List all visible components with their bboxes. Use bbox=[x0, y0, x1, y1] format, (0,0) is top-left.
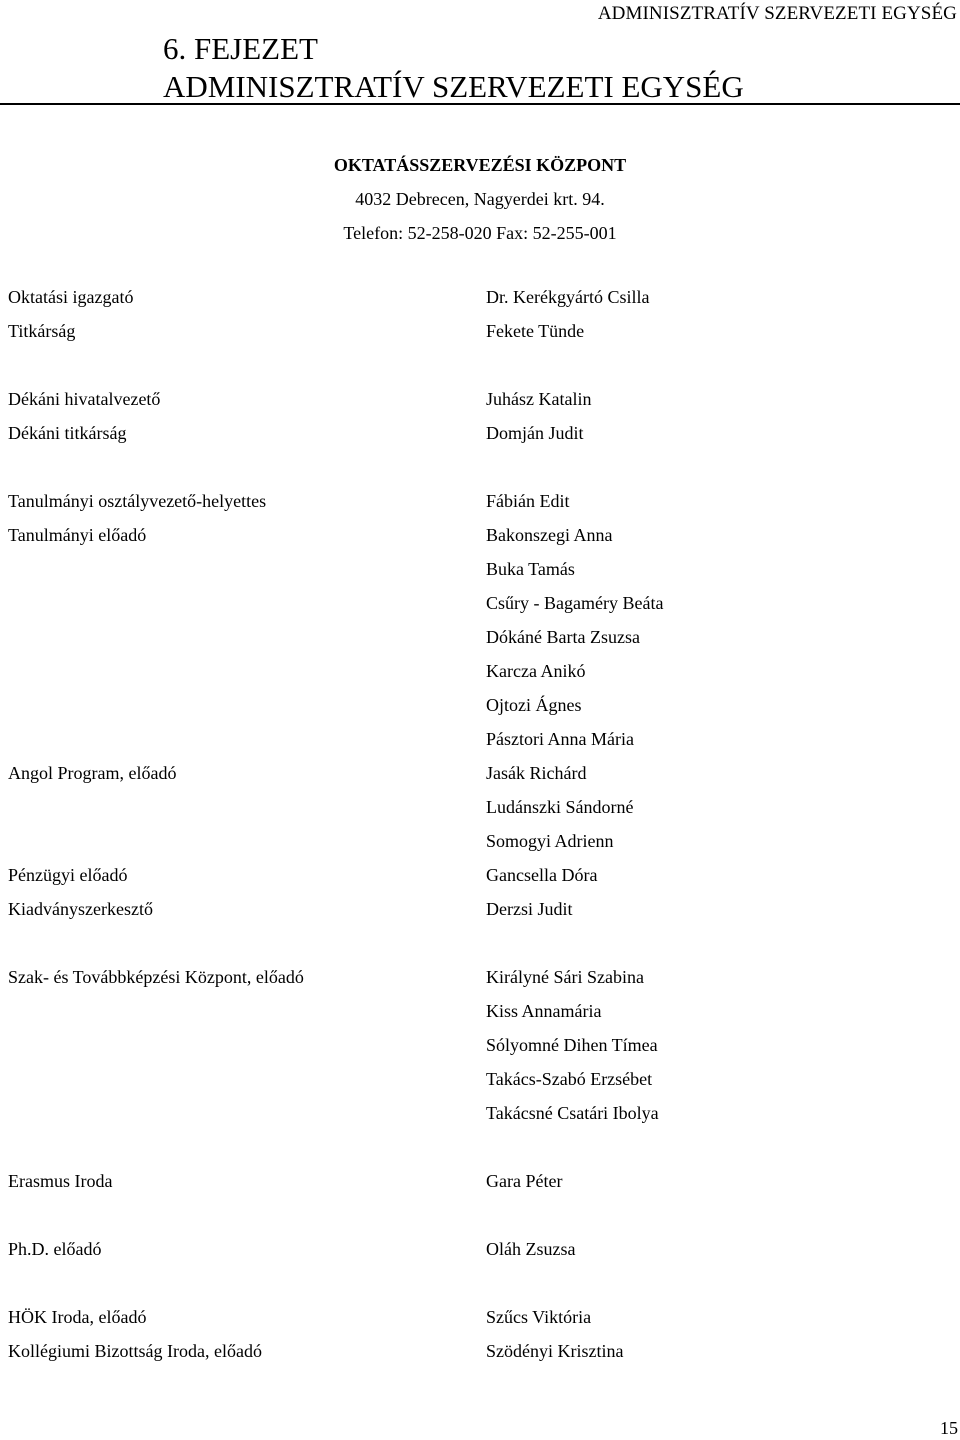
staff-name: Pásztori Anna Mária bbox=[486, 729, 634, 749]
staff-row bbox=[0, 824, 960, 858]
staff-row bbox=[0, 1300, 960, 1334]
staff-row bbox=[0, 1334, 960, 1368]
staff-name: Takács-Szabó Erzsébet bbox=[486, 1069, 653, 1089]
position-label: Kiadványszerkesztő bbox=[8, 899, 153, 919]
staff-row bbox=[0, 314, 960, 348]
staff-row bbox=[0, 1232, 960, 1266]
staff-name: Fábián Edit bbox=[486, 491, 570, 511]
page-number: 15 bbox=[940, 1418, 958, 1438]
section-gap bbox=[0, 1266, 960, 1300]
position-label: Pénzügyi előadó bbox=[8, 865, 128, 885]
staff-row bbox=[0, 484, 960, 518]
staff-name: Kiss Annamária bbox=[486, 1001, 602, 1021]
staff-row bbox=[0, 892, 960, 926]
staff-name: Domján Judit bbox=[486, 423, 584, 443]
section-gap bbox=[0, 450, 960, 484]
staff-name: Gara Péter bbox=[486, 1171, 563, 1191]
office-address: 4032 Debrecen, Nagyerdei krt. 94. bbox=[355, 189, 605, 209]
position-label: Erasmus Iroda bbox=[8, 1171, 113, 1191]
staff-row bbox=[0, 1028, 960, 1062]
staff-row bbox=[0, 858, 960, 892]
position-label: Ph.D. előadó bbox=[8, 1239, 102, 1259]
office-phone-fax: Telefon: 52-258-020 Fax: 52-255-001 bbox=[343, 223, 617, 243]
staff-name: Buka Tamás bbox=[486, 559, 575, 579]
position-label: Dékáni titkárság bbox=[8, 423, 127, 443]
staff-name: Somogyi Adrienn bbox=[486, 831, 614, 851]
staff-name: Dr. Kerékgyártó Csilla bbox=[486, 287, 650, 307]
staff-row bbox=[0, 1062, 960, 1096]
staff-name: Ojtozi Ágnes bbox=[486, 695, 582, 715]
staff-name: Bakonszegi Anna bbox=[486, 525, 613, 545]
staff-name: Juhász Katalin bbox=[486, 389, 592, 409]
chapter-heading bbox=[163, 30, 744, 106]
header-rule bbox=[0, 103, 960, 105]
staff-row bbox=[0, 1096, 960, 1130]
position-label: Tanulmányi osztályvezető-helyettes bbox=[8, 491, 267, 511]
staff-row bbox=[0, 790, 960, 824]
section-gap bbox=[0, 1130, 960, 1164]
staff-name: Karcza Anikó bbox=[486, 661, 586, 681]
staff-row bbox=[0, 960, 960, 994]
section-gap bbox=[0, 1198, 960, 1232]
chapter-title: ADMINISZTRATÍV SZERVEZETI EGYSÉG bbox=[163, 69, 744, 104]
staff-name: Derzsi Judit bbox=[486, 899, 573, 919]
staff-row bbox=[0, 1164, 960, 1198]
staff-row bbox=[0, 586, 960, 620]
staff-name: Takácsné Csatári Ibolya bbox=[486, 1103, 659, 1123]
position-label: HÖK Iroda, előadó bbox=[8, 1307, 147, 1327]
position-label: Angol Program, előadó bbox=[8, 763, 177, 783]
staff-row bbox=[0, 280, 960, 314]
position-label: Dékáni hivatalvezető bbox=[8, 389, 161, 409]
staff-row bbox=[0, 620, 960, 654]
running-header: ADMINISZTRATÍV SZERVEZETI EGYSÉG bbox=[597, 3, 957, 24]
position-label: Titkárság bbox=[8, 321, 76, 341]
staff-name: Szödényi Krisztina bbox=[486, 1341, 624, 1361]
position-label: Kollégiumi Bizottság Iroda, előadó bbox=[8, 1341, 262, 1361]
staff-row bbox=[0, 688, 960, 722]
staff-name: Oláh Zsuzsa bbox=[486, 1239, 576, 1259]
staff-name: Szűcs Viktória bbox=[486, 1307, 592, 1327]
staff-row bbox=[0, 756, 960, 790]
section-gap bbox=[0, 348, 960, 382]
staff-name: Sólyomné Dihen Tímea bbox=[486, 1035, 658, 1055]
position-label: Szak- és Továbbképzési Központ, előadó bbox=[8, 967, 304, 987]
position-label: Oktatási igazgató bbox=[8, 287, 134, 307]
staff-name: Jasák Richárd bbox=[486, 763, 587, 783]
staff-name: Dókáné Barta Zsuzsa bbox=[486, 627, 640, 647]
staff-row bbox=[0, 722, 960, 756]
staff-list bbox=[0, 280, 960, 1368]
staff-name: Ludánszki Sándorné bbox=[486, 797, 634, 817]
staff-name: Fekete Tünde bbox=[486, 321, 585, 341]
staff-name: Csűry - Bagaméry Beáta bbox=[486, 593, 664, 613]
chapter-number: 6. FEJEZET bbox=[163, 31, 318, 66]
staff-row bbox=[0, 518, 960, 552]
office-name: OKTATÁSSZERVEZÉSI KÖZPONT bbox=[333, 155, 627, 175]
staff-row bbox=[0, 552, 960, 586]
staff-row bbox=[0, 994, 960, 1028]
staff-row bbox=[0, 416, 960, 450]
position-label: Tanulmányi előadó bbox=[8, 525, 147, 545]
staff-row bbox=[0, 654, 960, 688]
office-info bbox=[0, 148, 960, 250]
staff-row bbox=[0, 382, 960, 416]
staff-name: Királyné Sári Szabina bbox=[486, 967, 644, 987]
section-gap bbox=[0, 926, 960, 960]
staff-name: Gancsella Dóra bbox=[486, 865, 598, 885]
